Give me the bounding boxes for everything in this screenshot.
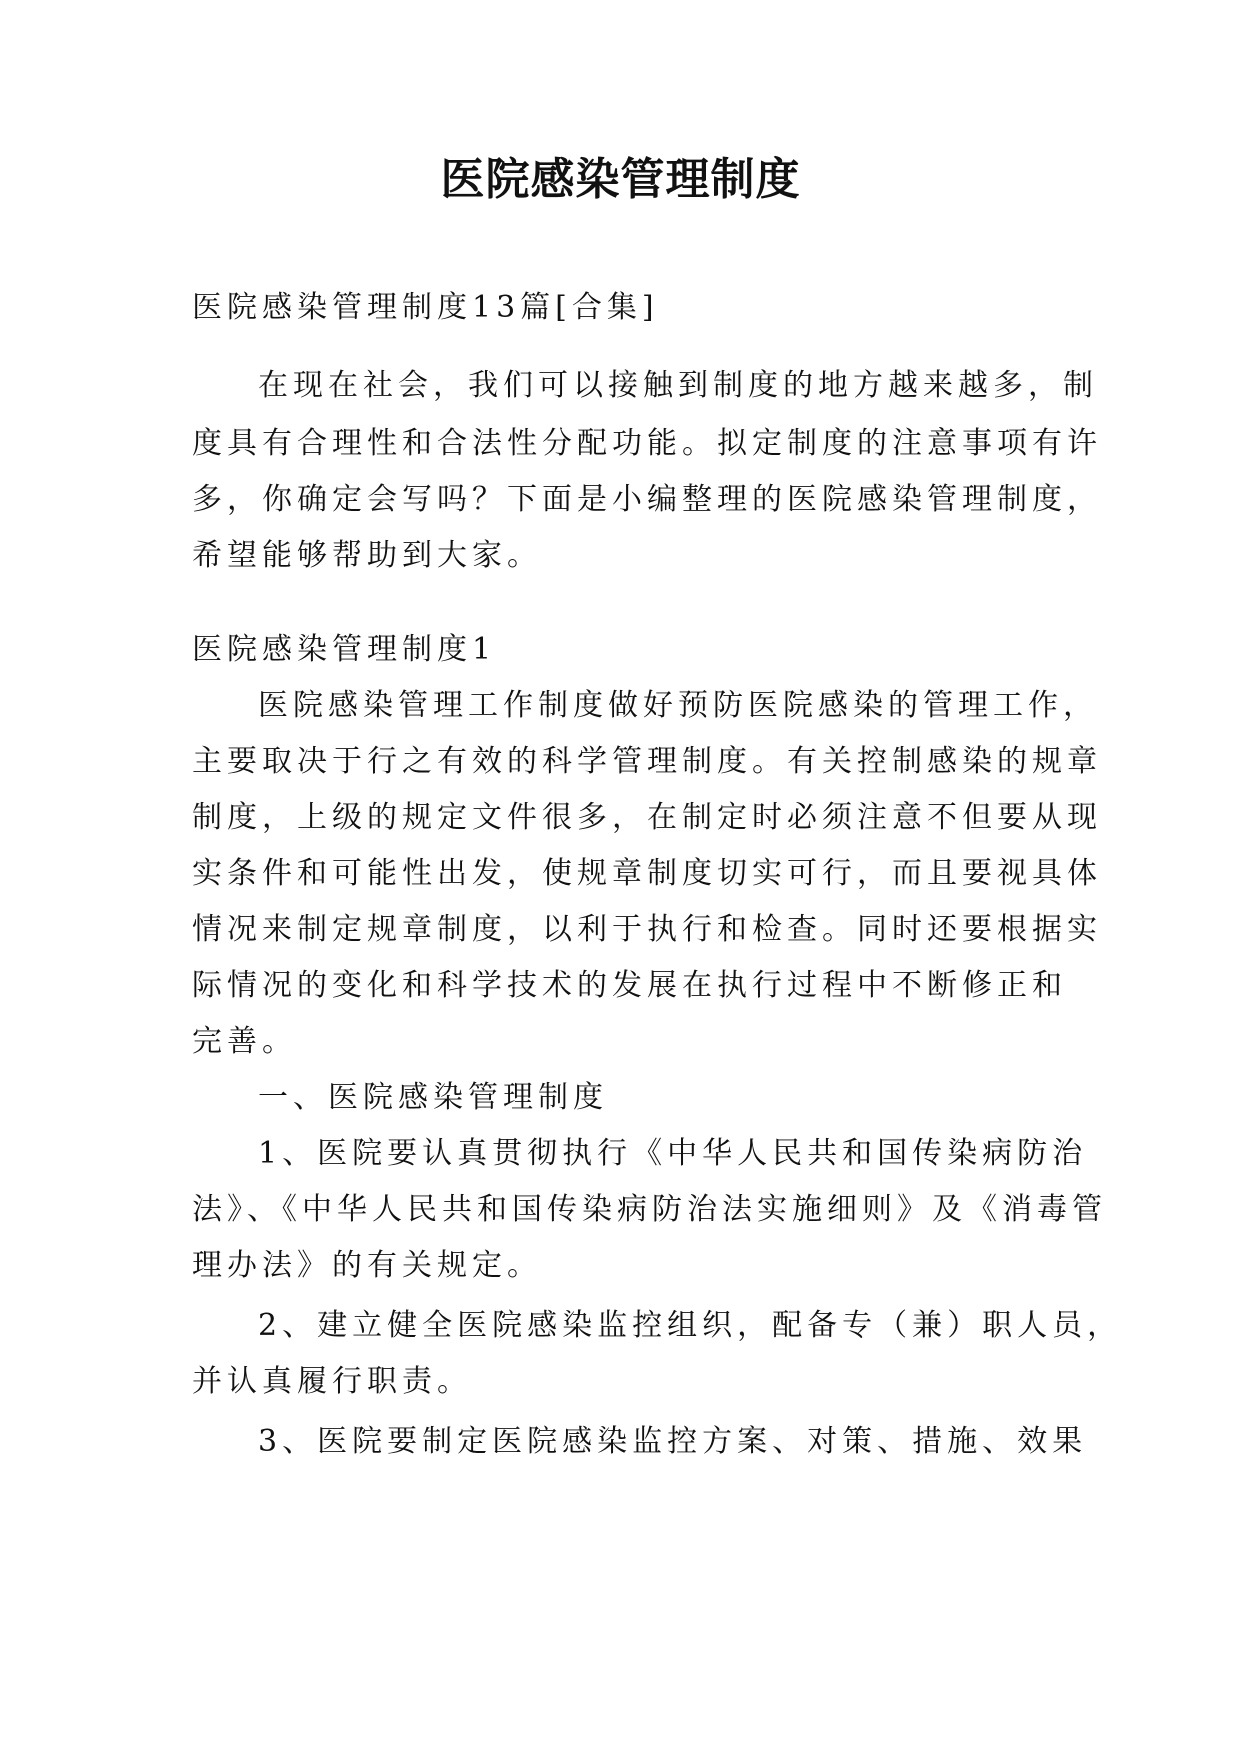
intro-line: 度具有合理性和合法性分配功能。拟定制度的注意事项有许	[192, 426, 1102, 461]
item-line: 并认真履行职责。	[192, 1364, 472, 1399]
intro-line: 多，你确定会写吗？下面是小编整理的医院感染管理制度，	[192, 482, 1102, 517]
item-line: 3、医院要制定医院感染监控方案、对策、措施、效果	[258, 1424, 1088, 1459]
document-title: 医院感染管理制度	[440, 154, 801, 205]
item-line: 理办法》的有关规定。	[192, 1248, 542, 1283]
intro-line: 希望能够帮助到大家。	[192, 538, 542, 573]
item-line: 法》、《中华人民共和国传染病防治法实施细则》及《消毒管	[192, 1192, 1107, 1227]
section-body-line: 实条件和可能性出发，使规章制度切实可行，而且要视具体	[192, 856, 1102, 891]
section-body-line: 主要取决于行之有效的科学管理制度。有关控制感染的规章	[192, 744, 1102, 779]
section-body-line: 医院感染管理工作制度做好预防医院感染的管理工作，	[258, 688, 1098, 723]
item-line: 2、建立健全医院感染监控组织，配备专（兼）职人员，	[258, 1308, 1123, 1343]
intro-line: 在现在社会，我们可以接触到制度的地方越来越多，制	[258, 368, 1098, 403]
item-line: 1、医院要认真贯彻执行《中华人民共和国传染病防治	[258, 1136, 1088, 1171]
section-body-line: 制度，上级的规定文件很多，在制定时必须注意不但要从现	[192, 800, 1102, 835]
section-heading: 医院感染管理制度1	[192, 632, 497, 667]
document-subtitle: 医院感染管理制度13篇[合集]	[192, 290, 659, 325]
section-body-line: 际情况的变化和科学技术的发展在执行过程中不断修正和	[192, 968, 1067, 1003]
section-body-line: 情况来制定规章制度，以利于执行和检查。同时还要根据实	[192, 912, 1102, 947]
subheading: 一、医院感染管理制度	[258, 1080, 608, 1115]
section-body-line: 完善。	[192, 1024, 297, 1059]
